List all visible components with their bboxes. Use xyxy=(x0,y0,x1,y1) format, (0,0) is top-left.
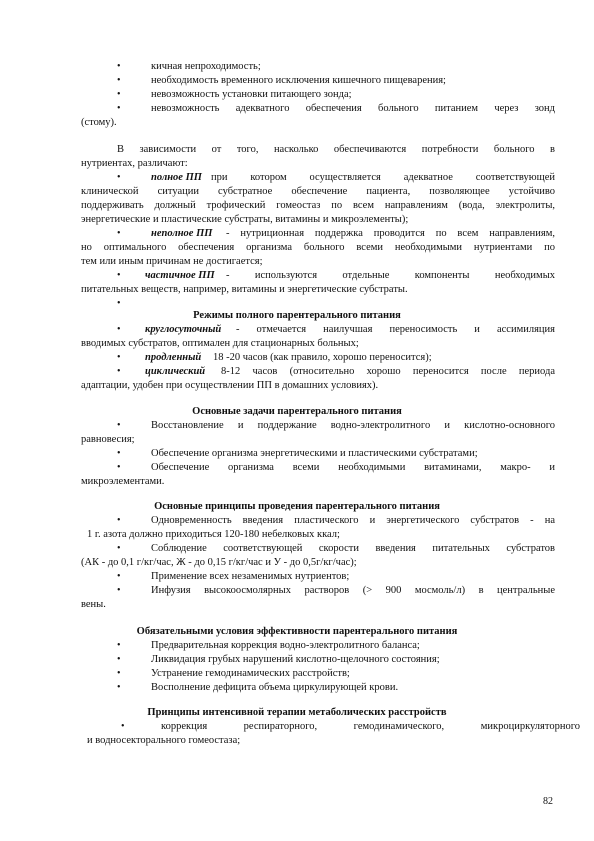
list-item: Восстановление и поддержание водно-электролитного и кислотно-основного xyxy=(151,420,555,431)
definition-line: питательных веществ, например, витамины и энергетические субстраты. xyxy=(81,284,408,295)
bullet: • xyxy=(117,585,121,596)
bullet: • xyxy=(117,668,121,679)
definition-line: адаптации, удобен при осуществлении ПП в домашних условиях). xyxy=(81,380,379,391)
definition-line: клинической ситуации субстратное обеспечение пациента, позволяющее устойчиво xyxy=(81,186,555,197)
term-full-pn: полное ПП xyxy=(151,172,202,183)
section-heading-conditions: Обязательными условия эффективности парентерального питания xyxy=(136,626,458,637)
bullet: • xyxy=(117,682,121,693)
list-item: Обеспечение организма энергетическими и пластическими субстратами; xyxy=(151,448,478,459)
bullet: • xyxy=(117,640,121,651)
bullet: • xyxy=(117,654,121,665)
term-prolonged: продленный xyxy=(145,352,202,363)
definition-line: 8-12 часов (относительно хорошо переносится после периода xyxy=(221,366,555,377)
bullet: • xyxy=(117,543,121,554)
list-item-continuation: (АК - до 0,1 г/кг/час, Ж - до 0,15 г/кг/час и У - до 0,5г/кг/час); xyxy=(81,557,357,568)
definition-line: энергетические и пластические субстраты, витамины и микроэлементы); xyxy=(81,214,409,225)
term-cyclic: циклический xyxy=(145,366,206,377)
definition-line: - используются отдельные компоненты необходимых xyxy=(226,270,555,281)
page-number: 82 xyxy=(543,796,553,807)
definition-line: при котором осуществляется адекватное соответствующей xyxy=(211,172,555,183)
term-round-the-clock: круглосуточный xyxy=(145,324,222,335)
bullet: • xyxy=(117,352,121,363)
bullet: • xyxy=(117,462,121,473)
definition-line: - отмечается наилучшая переносимость и ассимиляция xyxy=(236,324,555,335)
bullet: • xyxy=(117,270,121,281)
list-item: Предварительная коррекция водно-электролитного баланса; xyxy=(151,640,420,651)
intro-paragraph-line: В зависимости от того, насколько обеспечиваются потребности больного в xyxy=(117,144,555,155)
list-item: Соблюдение соответствующей скорости введения питательных субстратов xyxy=(151,543,555,554)
list-item: Устранение гемодинамических расстройств; xyxy=(151,668,350,679)
definition-line: 18 -20 часов (как правило, хорошо переносится); xyxy=(213,352,432,363)
definition-line: но оптимального обеспечения организма больного всеми необходимыми нутриентами по xyxy=(81,242,555,253)
list-item: Восполнение дефицита объема циркулирующей крови. xyxy=(151,682,399,693)
definition-line: - нутриционная поддержка проводится по всем направлениям, xyxy=(226,228,555,239)
section-heading-principles: Основные принципы проведения парентерального питания xyxy=(154,501,440,512)
list-item-continuation: 1 г. азота должно приходиться 120-180 небелковых ккал; xyxy=(87,529,340,540)
section-heading-therapy: Принципы интенсивной терапии метаболических расстройств xyxy=(147,707,447,718)
bullet: • xyxy=(117,324,121,335)
list-item: кичная непроходимость; xyxy=(151,61,261,72)
term-supplementary-pn: частичное ПП xyxy=(145,270,215,281)
list-item-continuation: равновесия; xyxy=(81,434,135,445)
bullet: • xyxy=(117,448,121,459)
list-item: Обеспечение организма всеми необходимыми витаминами, макро- и xyxy=(151,462,555,473)
list-item-continuation: и водносекторального гомеостаза; xyxy=(87,735,241,746)
section-heading-tasks: Основные задачи парентерального питания xyxy=(192,406,402,417)
bullet: • xyxy=(117,172,121,183)
bullet: • xyxy=(117,571,121,582)
list-item: необходимость временного исключения кишечного пищеварения; xyxy=(151,75,446,86)
section-heading-modes: Режимы полного парентерального питания xyxy=(193,310,401,321)
term-partial-pn: неполное ПП xyxy=(151,228,213,239)
bullet: • xyxy=(117,298,121,309)
definition-line: тем или иным причинам не достигается; xyxy=(81,256,263,267)
bullet: • xyxy=(117,89,121,100)
definition-line: вводимых субстратов, оптимален для стационарных больных; xyxy=(81,338,359,349)
list-item: Применение всех незаменимых нутриентов; xyxy=(151,571,350,582)
bullet: • xyxy=(117,228,121,239)
list-item: Одновременность введения пластического и энергетического субстратов - на xyxy=(151,515,555,526)
bullet: • xyxy=(121,721,125,732)
definition-line: поддерживать должный трофический гомеостаз по всем направлениям (вода, электролиты, xyxy=(81,200,555,211)
list-item: коррекция респираторного, гемодинамического, микроциркуляторного xyxy=(161,721,580,732)
list-item-continuation: микроэлементами. xyxy=(81,476,165,487)
list-item: Ликвидация грубых нарушений кислотно-щелочного состояния; xyxy=(151,654,440,665)
list-item: Инфузия высокоосмолярных растворов (> 900 мосмоль/л) в центральные xyxy=(151,585,555,596)
list-item-continuation: (стому). xyxy=(81,117,117,128)
list-item: невозможность адекватного обеспечения больного питанием через зонд xyxy=(151,103,555,114)
intro-paragraph-line: нутриентах, различают: xyxy=(81,158,188,169)
bullet: • xyxy=(117,515,121,526)
bullet: • xyxy=(117,61,121,72)
bullet: • xyxy=(117,420,121,431)
bullet: • xyxy=(117,75,121,86)
bullet: • xyxy=(117,103,121,114)
bullet: • xyxy=(117,366,121,377)
list-item: невозможность установки питающего зонда; xyxy=(151,89,352,100)
list-item-continuation: вены. xyxy=(81,599,106,610)
